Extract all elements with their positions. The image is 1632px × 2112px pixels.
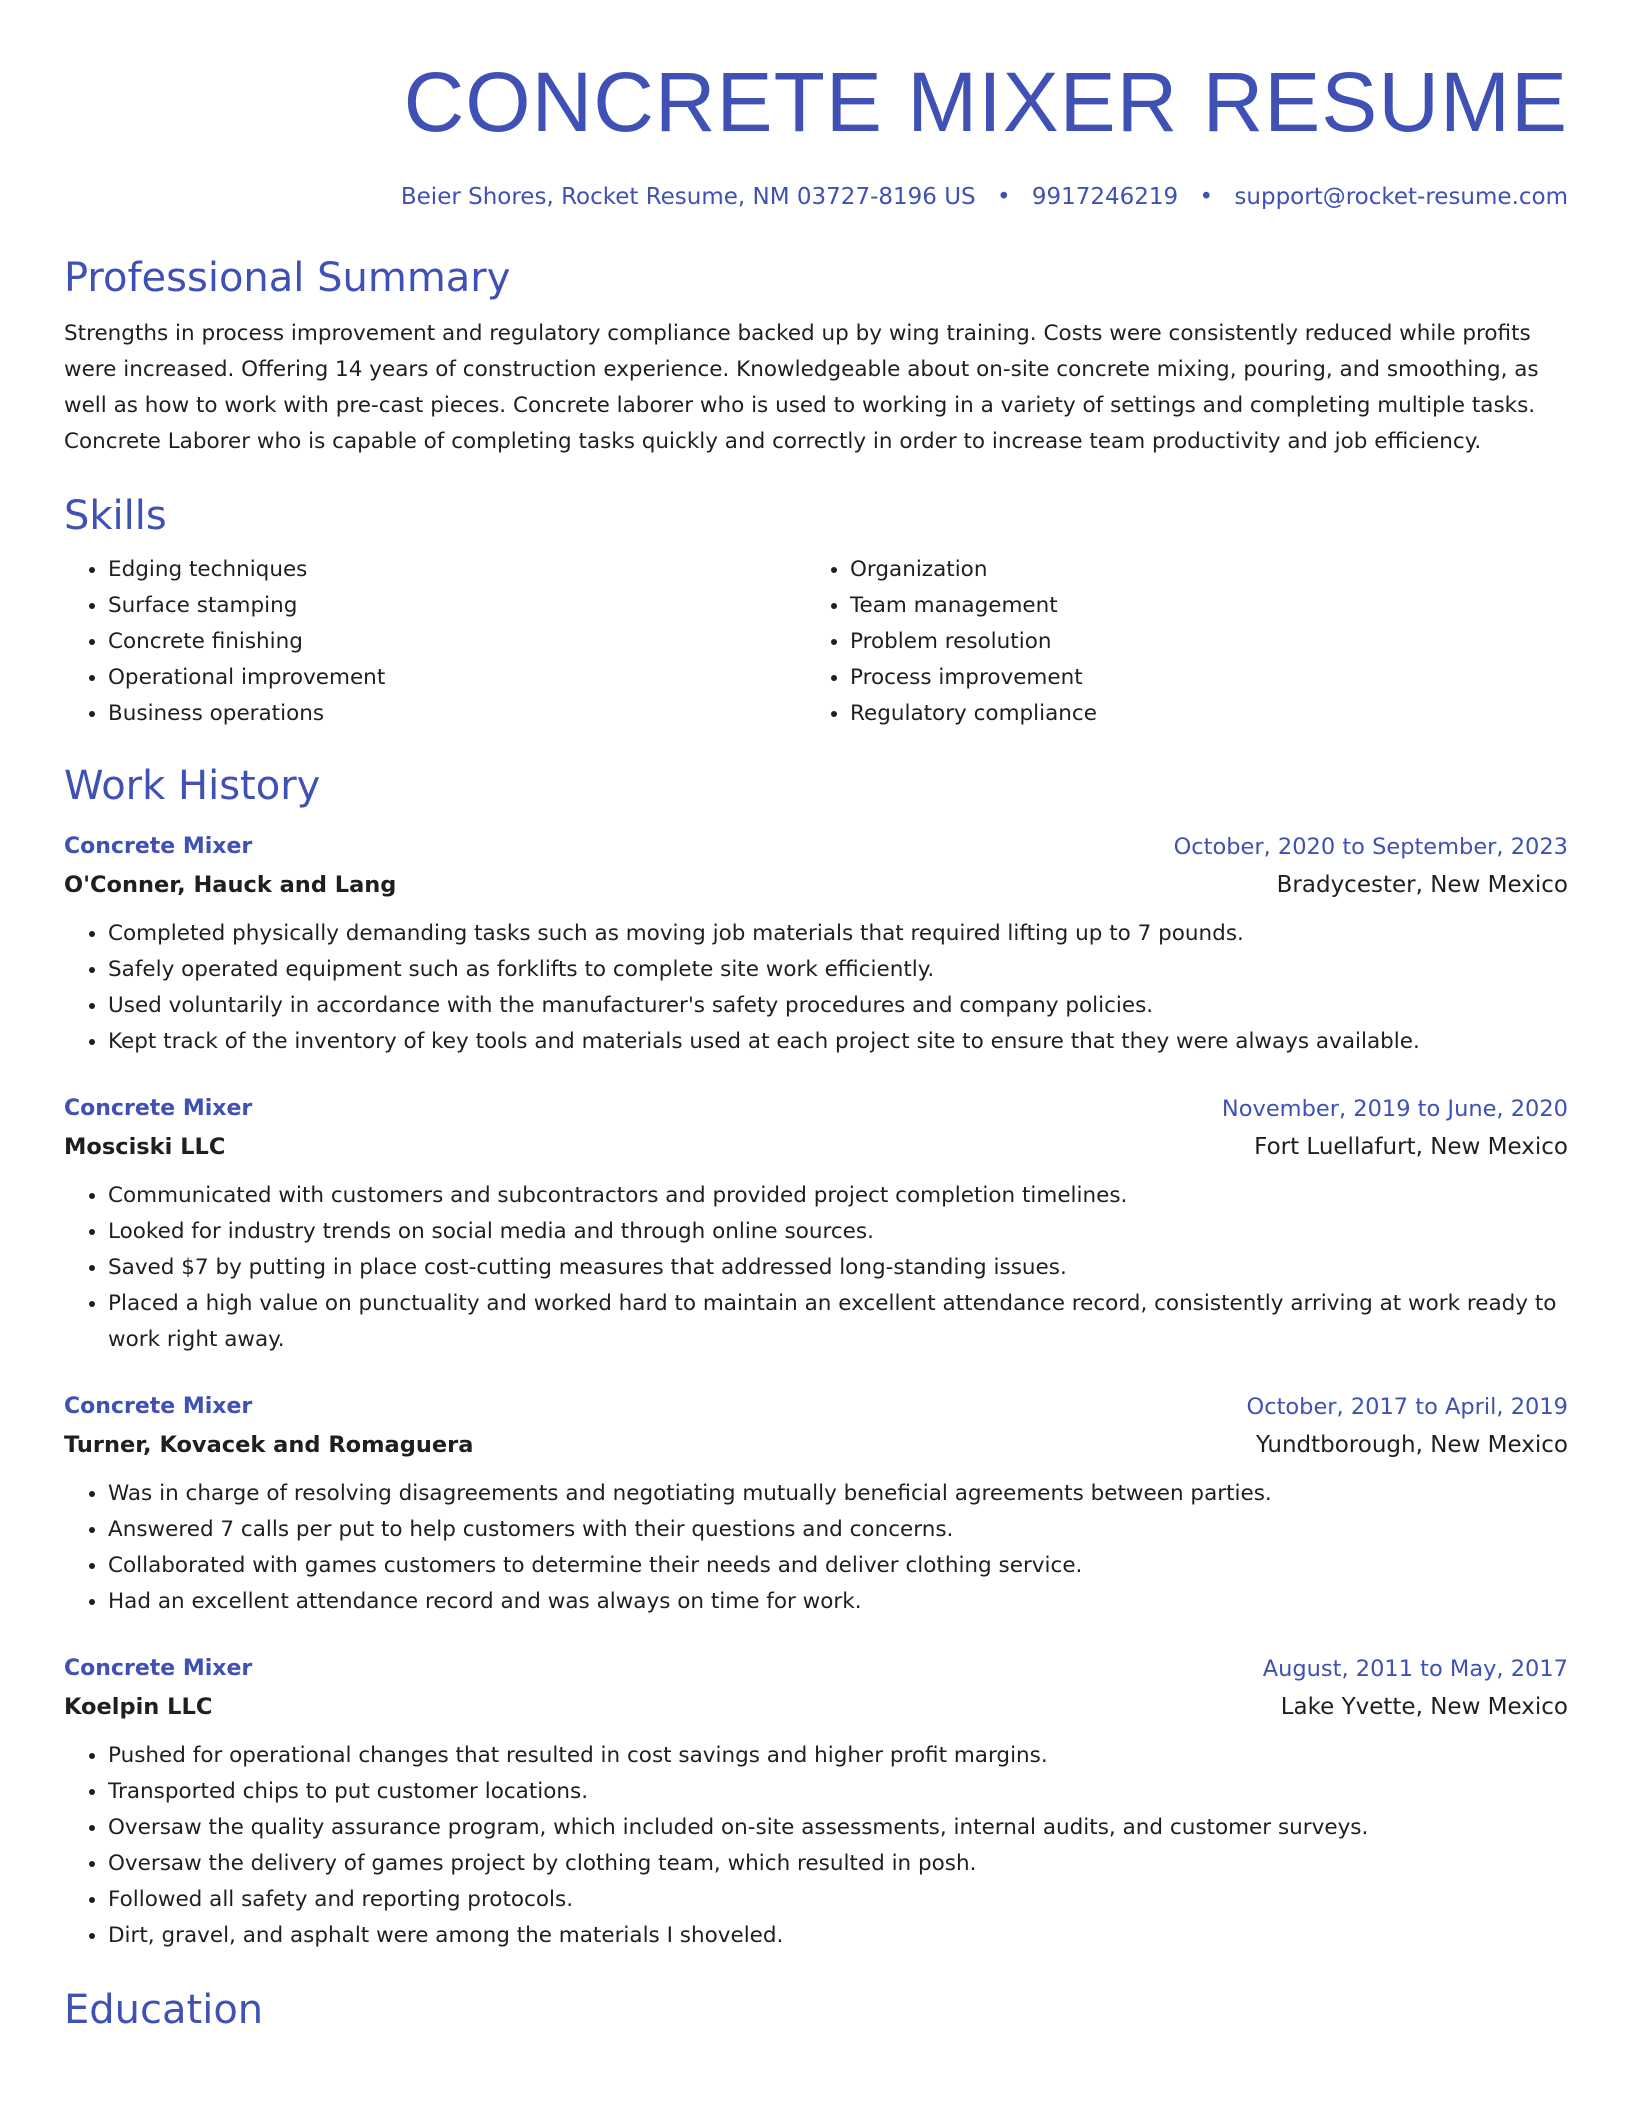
job-bullet: • Collaborated with games customers to determine their needs and deliver clothing service. xyxy=(108,1548,1568,1584)
job-bullet: • Followed all safety and reporting protocols. xyxy=(108,1882,1568,1918)
education-heading: Education xyxy=(64,1987,264,2033)
skills-list xyxy=(64,552,1568,732)
job-bullet: • Communicated with customers and subcontractors and provided project completion timelines. xyxy=(108,1178,1568,1214)
skill-item: • Problem resolution xyxy=(850,624,1548,660)
resume-name: CONCRETE MIXER RESUME xyxy=(403,55,1568,149)
contact-separator: • xyxy=(1199,184,1214,210)
job-location: Fort Luellafurt, New Mexico xyxy=(1254,1134,1568,1160)
job-bullet: • Used voluntarily in accordance with the manufacturer's safety procedures and company policies. xyxy=(108,988,1568,1024)
contact-phone: 9917246219 xyxy=(1031,184,1179,210)
job-company: Koelpin LLC xyxy=(64,1694,213,1720)
job-bullets xyxy=(64,1738,1568,1954)
work-history-heading: Work History xyxy=(64,763,321,809)
job-bullet: • Looked for industry trends on social media and through online sources. xyxy=(108,1214,1568,1250)
job-entry xyxy=(64,1650,1568,1954)
skill-item: • Operational improvement xyxy=(108,660,806,696)
skill-item: • Regulatory compliance xyxy=(850,696,1548,732)
job-dates: November, 2019 to June, 2020 xyxy=(1221,1096,1568,1122)
skill-item: • Team management xyxy=(850,588,1548,624)
job-entry xyxy=(64,1090,1568,1358)
skills-column-right xyxy=(806,552,1548,732)
skill-item: • Concrete finishing xyxy=(108,624,806,660)
job-company: Turner, Kovacek and Romaguera xyxy=(64,1432,474,1458)
job-bullet: • Completed physically demanding tasks such as moving job materials that required lifting up to 7 pounds. xyxy=(108,916,1568,952)
job-title-row xyxy=(64,1650,1568,1688)
contact-line xyxy=(64,180,1568,214)
job-bullets xyxy=(64,916,1568,1060)
resume-page xyxy=(64,0,1568,2036)
skills-column-left xyxy=(64,552,806,732)
skill-item: • Organization xyxy=(850,552,1548,588)
job-bullet: • Oversaw the delivery of games project by clothing team, which resulted in posh. xyxy=(108,1846,1568,1882)
job-entry xyxy=(64,1388,1568,1620)
job-bullet: • Transported chips to put customer locations. xyxy=(108,1774,1568,1810)
job-bullet: • Was in charge of resolving disagreements and negotiating mutually beneficial agreements between parties. xyxy=(108,1476,1568,1512)
skill-item: • Edging techniques xyxy=(108,552,806,588)
job-bullet: • Answered 7 calls per put to help customers with their questions and concerns. xyxy=(108,1512,1568,1548)
job-bullet: • Saved $7 by putting in place cost-cutting measures that addressed long-standing issues. xyxy=(108,1250,1568,1286)
skill-item: • Business operations xyxy=(108,696,806,732)
job-bullets xyxy=(64,1178,1568,1358)
job-location: Bradycester, New Mexico xyxy=(1276,872,1568,898)
job-entry xyxy=(64,828,1568,1060)
job-bullet: • Oversaw the quality assurance program, which included on-site assessments, internal audits, and customer surveys. xyxy=(108,1810,1568,1846)
job-company: O'Conner, Hauck and Lang xyxy=(64,872,397,898)
job-bullet: • Had an excellent attendance record and was always on time for work. xyxy=(108,1584,1568,1620)
job-bullet: • Dirt, gravel, and asphalt were among the materials I shoveled. xyxy=(108,1918,1568,1954)
job-title-row xyxy=(64,1388,1568,1426)
summary-text: Strengths in process improvement and regulatory compliance backed up by wing training. Costs were consistently reduced while profits were increased. Offering 14 years of construction experience. Knowledgeable about on-site concrete mixing, pouring, and smoothing, as well as how to work with pre-cast pieces. Concrete laborer who is used to working in a variety of settings and completing multiple tasks. Concrete Laborer who is capable of completing tasks quickly and correctly in order to increase team productivity and job efficiency. xyxy=(64,321,1539,454)
job-bullet: • Pushed for operational changes that resulted in cost savings and higher profit margins. xyxy=(108,1738,1568,1774)
job-title-row xyxy=(64,828,1568,866)
job-title: Concrete Mixer xyxy=(64,1656,253,1681)
job-bullet: • Safely operated equipment such as forklifts to complete site work efficiently. xyxy=(108,952,1568,988)
skill-item: • Process improvement xyxy=(850,660,1548,696)
job-title-row xyxy=(64,1090,1568,1128)
job-title: Concrete Mixer xyxy=(64,1394,253,1419)
job-company-row xyxy=(64,1128,1568,1166)
summary-heading: Professional Summary xyxy=(64,255,511,301)
job-dates: October, 2017 to April, 2019 xyxy=(1246,1394,1568,1420)
resume-header xyxy=(64,52,1568,214)
job-dates: October, 2020 to September, 2023 xyxy=(1173,834,1568,860)
job-company: Mosciski LLC xyxy=(64,1134,226,1160)
job-bullets xyxy=(64,1476,1568,1620)
contact-address: Beier Shores, Rocket Resume, NM 03727-8196 US xyxy=(400,184,976,210)
job-title: Concrete Mixer xyxy=(64,834,253,859)
job-dates: August, 2011 to May, 2017 xyxy=(1262,1656,1568,1682)
job-location: Lake Yvette, New Mexico xyxy=(1280,1694,1568,1720)
contact-separator: • xyxy=(996,184,1011,210)
contact-email: support@rocket-resume.com xyxy=(1234,184,1568,210)
job-company-row xyxy=(64,1426,1568,1464)
job-location: Yundtborough, New Mexico xyxy=(1255,1432,1568,1458)
job-bullet: • Placed a high value on punctuality and worked hard to maintain an excellent attendance record, consistently arriving at work ready to work right away. xyxy=(108,1286,1568,1358)
skill-item: • Surface stamping xyxy=(108,588,806,624)
skills-heading: Skills xyxy=(64,493,167,539)
job-company-row xyxy=(64,866,1568,904)
job-company-row xyxy=(64,1688,1568,1726)
job-bullet: • Kept track of the inventory of key tools and materials used at each project site to ensure that they were always available. xyxy=(108,1024,1568,1060)
job-title: Concrete Mixer xyxy=(64,1096,253,1121)
